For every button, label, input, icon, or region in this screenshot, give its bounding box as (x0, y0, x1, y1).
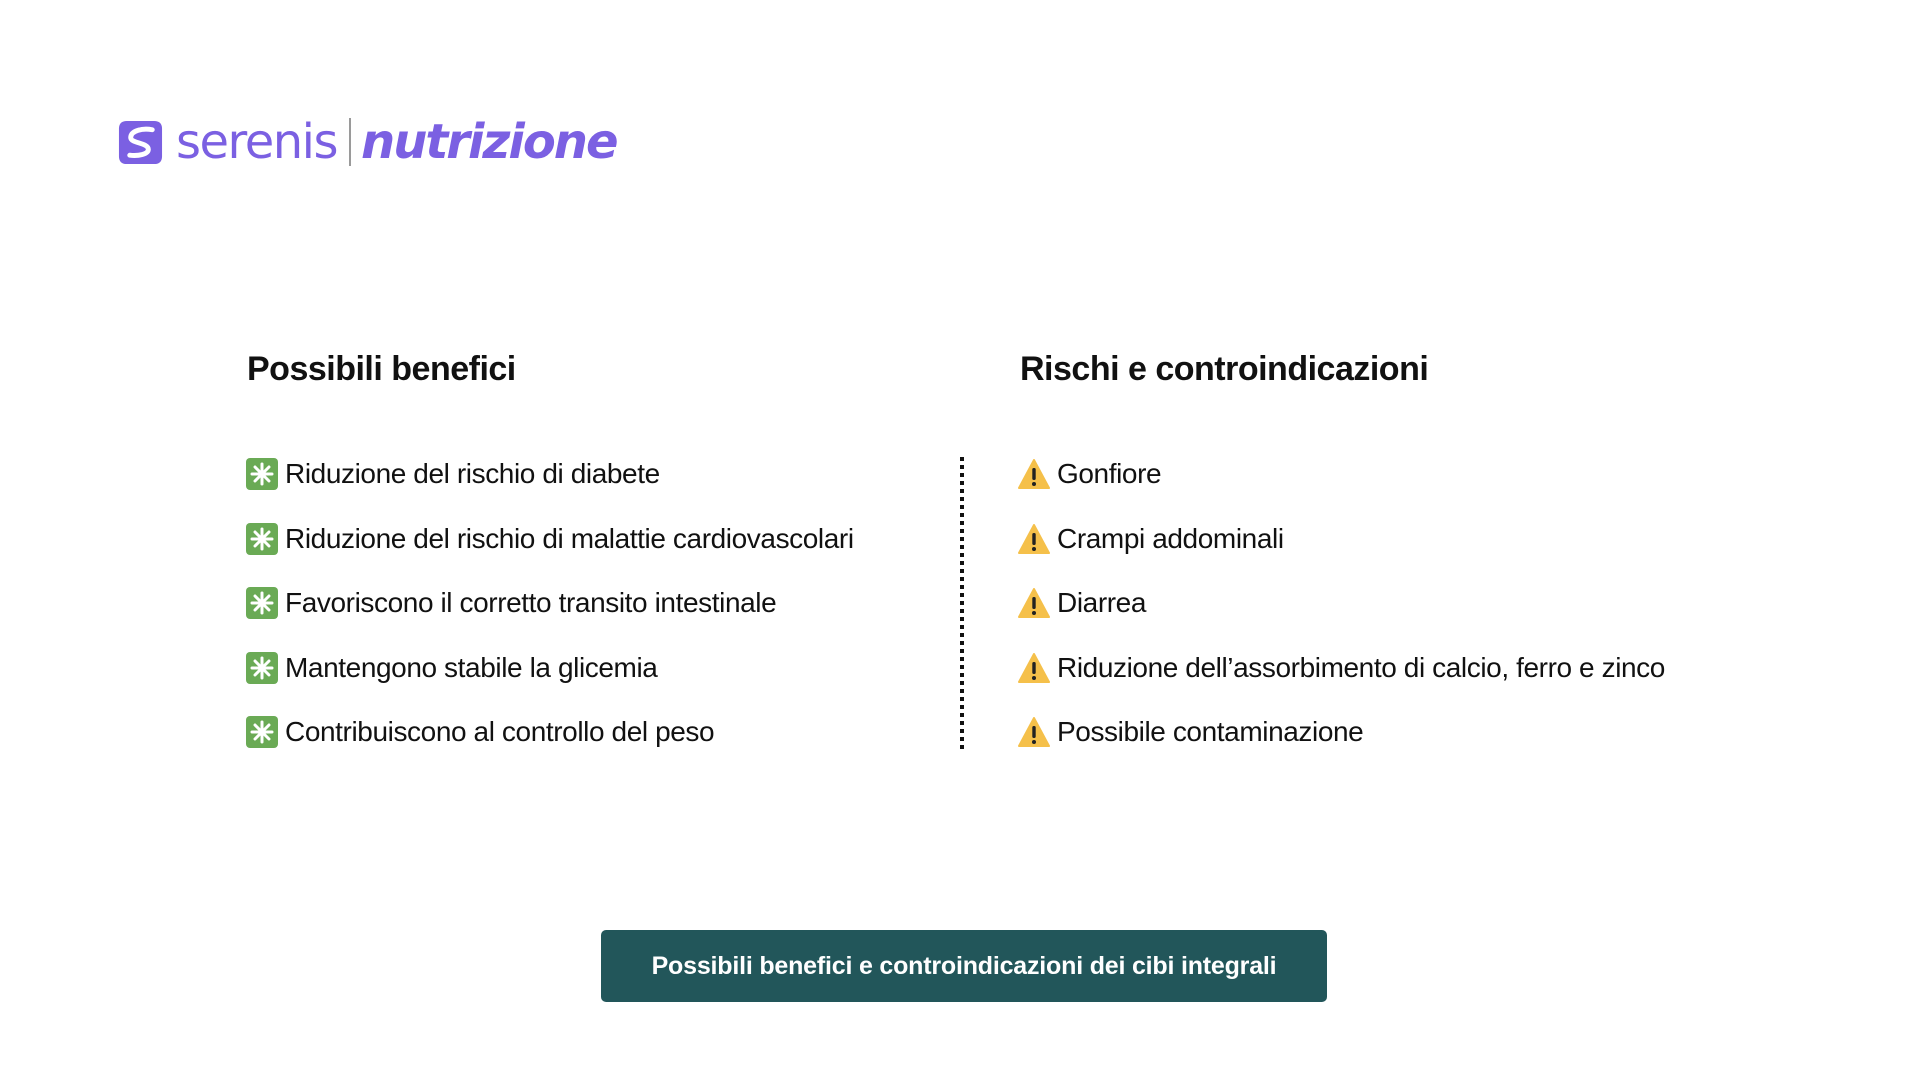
benefit-item (246, 716, 854, 781)
risk-text: Crampi addominali (1057, 522, 1284, 554)
risk-text: Diarrea (1057, 587, 1147, 618)
warning-icon (1018, 523, 1050, 555)
logo-sub-text: nutrizione (361, 114, 617, 170)
risk-text: Gonfiore (1057, 458, 1162, 489)
risk-text: Possibile contaminazione (1057, 716, 1364, 747)
benefit-item (246, 587, 854, 652)
serenis-s-logo-icon (117, 119, 164, 166)
benefit-item (246, 523, 854, 588)
dotted-divider (960, 457, 964, 752)
caption-box (601, 930, 1327, 1002)
benefit-text: Mantengono stabile la glicemia (285, 651, 658, 683)
risks-heading: Rischi e controindicazioni (1020, 350, 1429, 388)
risks-list (1018, 458, 1665, 781)
risk-item (1018, 458, 1665, 523)
logo-separator (349, 118, 351, 166)
risk-item (1018, 716, 1665, 781)
warning-icon (1018, 587, 1050, 619)
warning-icon (1018, 458, 1050, 490)
green-sparkle-icon (246, 716, 278, 748)
benefit-text: Riduzione del rischio di diabete (285, 458, 660, 489)
green-sparkle-icon (246, 652, 278, 684)
risk-item (1018, 523, 1665, 588)
green-sparkle-icon (246, 587, 278, 619)
logo-brand-text: serenis (176, 114, 338, 170)
benefit-item (246, 458, 854, 523)
warning-icon (1018, 716, 1050, 748)
benefit-text: Favoriscono il corretto transito intestinale (285, 587, 777, 618)
green-sparkle-icon (246, 458, 278, 490)
risk-text: Riduzione dell’assorbimento di calcio, ferro e zinco (1057, 651, 1665, 683)
benefit-text: Riduzione del rischio di malattie cardiovascolari (285, 522, 854, 554)
serenis-logo (117, 112, 617, 172)
benefit-item (246, 652, 854, 717)
benefit-text: Contribuiscono al controllo del peso (285, 716, 715, 747)
caption-text: Possibili benefici e controindicazioni dei cibi integrali (651, 951, 1277, 980)
benefits-heading: Possibili benefici (247, 350, 516, 388)
benefits-list (246, 458, 854, 781)
warning-icon (1018, 652, 1050, 684)
risk-item (1018, 652, 1665, 717)
green-sparkle-icon (246, 523, 278, 555)
risk-item (1018, 587, 1665, 652)
